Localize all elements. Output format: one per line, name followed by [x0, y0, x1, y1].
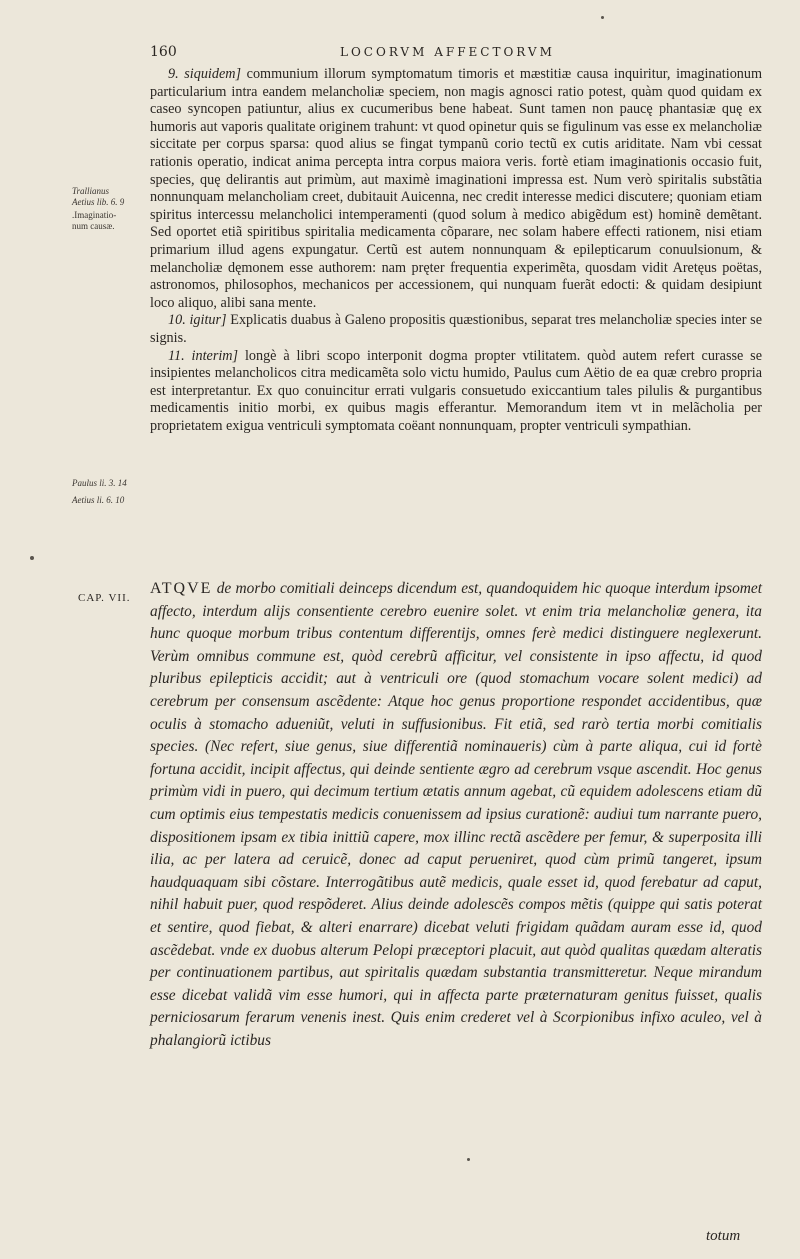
- catchword: totum: [706, 1228, 741, 1244]
- page-header: [150, 44, 750, 62]
- chapter-opening-word: ATQVE: [150, 580, 213, 597]
- margin-note-imaginationum: [72, 210, 150, 231]
- margin-note-paulus-aetius: [72, 478, 150, 505]
- lemma-11: 11. interim]: [168, 347, 239, 364]
- paper-speck: [30, 556, 34, 560]
- margin-note-imaginatio: .Imaginatio-: [72, 210, 117, 220]
- margin-note-trallianus: [72, 186, 150, 207]
- paragraph-11-text: longè à libri scopo interponit dogma propter vtilitatem. quòd autem refert curasse se insipientes melancholicos citra medicamẽta solo victu humido, Paulus cum Aëtio de ea quæ crebro propria est interpretantur. Ex quo conuincitur errati vulgaris consuetudo exiccantium tales pilulis & purgantibus medicamentis initio morbi, ex quibus magis efferantur. Memorandum item vt in melãcholia per proprietatem exigua ventriculi symptomata coëant nonnunquam, propter ventriculi sympathian.: [150, 347, 762, 434]
- margin-note-trallianus-label: Trallianus: [72, 186, 110, 196]
- commentary-text: [150, 66, 762, 435]
- paper-speck: [601, 16, 604, 19]
- chapter-label: CAP. VII.: [78, 592, 131, 604]
- paragraph-9-text: communium illorum symptomatum timoris et mæstitiæ causa inquiritur, imaginationum particularium intra eandem melancholiæ speciem, non magis agnosci ratio potest, quàm quod quidam ex caseo syncopen patiuntur, alius ex cucumeribus bene habeat. Sunt tamen non paucę phantasiæ quę ex humoris aut vaporis qualitate originem trahunt: vt quod opinetur quis se figulinum vas esse ex melancholiæ siccitate per corpus sparsa: quod alius se fingat tympanũ corio tectũ ex cutis ariditate. Nam vbi cessat rationis operatio, indicat anima percepta intra corpus maiora veris. fortè etiam imaginationis occasio fuit, species, quę delirantis aut primùm, aut maximè imaginationi impressa est. Num verò spiritalis substãtia nonnunquam melancholiam creet, dubitauit Auicenna, nec credit interesse medici discutere; quoniam etiam spiritus intercessu melancholici intemperamenti (quod solum à medico abigẽdum est) hominẽ demẽtant. Sed oportet etiã spiritibus spiritalia medicamenta cõparare, nec solam habere effecti rationem, nisi etiam primarium illud agens expungatur. Certũ est autem nonnunquam & epilepticarum conuulsionum, & melancholiæ dęmonem esse authorem: nam pręter frequentia experimẽta, quosdam vidit Aretęus poëtas, astronomos, philosophos, mechanicos per accessionem, qui nunquam fuerãt edocti: & quidam desipiunt loco aliquo, alibi sana mente.: [150, 66, 763, 311]
- chapter-text: [150, 578, 762, 1052]
- chapter-body: de morbo comitiali deinceps dicendum est, quandoquidem hic quoque interdum ipsomet affecto, interdum alijs consentiente cerebro euenire solet. vt enim tria melancholiæ genera, ita hunc quoque morbum tribus contentum differentijs, omnes ferè medici distinguere neglexerunt. Verùm omnibus commune est, quòd cerebrũ afficitur, vel consistente in ipso affectu, id quod pluribus epilepticis accidit; aut à ventriculi ore (quod stomachum vocare solent medici) ad cerebrum per consensum ascẽdente: Atque hoc genus proportione respondet accidentibus, quæ oculis à stomacho adueniũt, veluti in suffusionibus. Fit etiã, sed rarò tertia morbi comitialis species. (Nec refert, siue genus, siue differentiã nominaueris) cùm à parte aliqua, cui id fortè fortuna accidit, incipit affectus, qui deinde sentiente ægro ad cerebrum vsque ascendit. Hoc genus primùm vidi in puero, qui decimum tertium ætatis annum agebat, cũ equidem adolescens etiam dũ cum optimis eius tempestatis medicis conuenissem ad ipsius curationẽ: audiui tum narrante puero, dispositionem ipsam ex tibia inittiũ capere, mox illinc rectã ascẽdere per femur, & superposita illi ilia, ac per latera ad ceruicẽ, donec ad caput perueniret, quod cùm primũ tangeret, ipsum haudquaquam sibi cõstare. Interrogãtibus autẽ medicis, quale esset id, quod ferebatur ad caput, nihil habuit puer, quod respõderet. Alius deinde adolescẽs compos mẽtis (quippe qui satis poterat et sentire, quod fiebat, & alteri enarrare) dicebat veluti frigidam quãdam auram esse id, quod ascẽdebat. vnde ex duobus alterum Pelopi præceptori placuit, aut quòd qualitas quædam alteratis per continuationem partibus, aut spiritalis quædam substantia transmitteretur. Neque mirandum esse dicebat validã vim esse humori, qui in affecta parte præternaturam genitus fuisset, qualis perniciosarum ferarum venenis inest. Quis enim crederet vel à Scorpionibus infixo aculeo, vel à phalangiorũ ictibus: [150, 580, 762, 1049]
- running-title: LOCORVM AFFECTORVM: [340, 45, 555, 59]
- margin-note-aetius-ref2: Aetius li. 6. 10: [72, 494, 125, 505]
- margin-note-aetius-ref: Aetius lib. 6. 9: [72, 196, 125, 207]
- margin-note-paulus-ref: Paulus li. 3. 14: [72, 478, 127, 488]
- paragraph-10-text: Explicatis duabus à Galeno propositis quæstionibus, separat tres melancholiæ species inter se signis.: [150, 312, 763, 346]
- paper-speck: [467, 1158, 470, 1161]
- lemma-10: 10. igitur]: [168, 312, 227, 329]
- margin-note-num-causae: num causæ.: [72, 220, 115, 231]
- paragraph-10: [150, 312, 762, 347]
- paragraph-11: [150, 348, 762, 436]
- lemma-9: 9. siquidem]: [168, 66, 242, 82]
- paragraph-9: [150, 66, 762, 312]
- folio-number: 160: [150, 44, 177, 60]
